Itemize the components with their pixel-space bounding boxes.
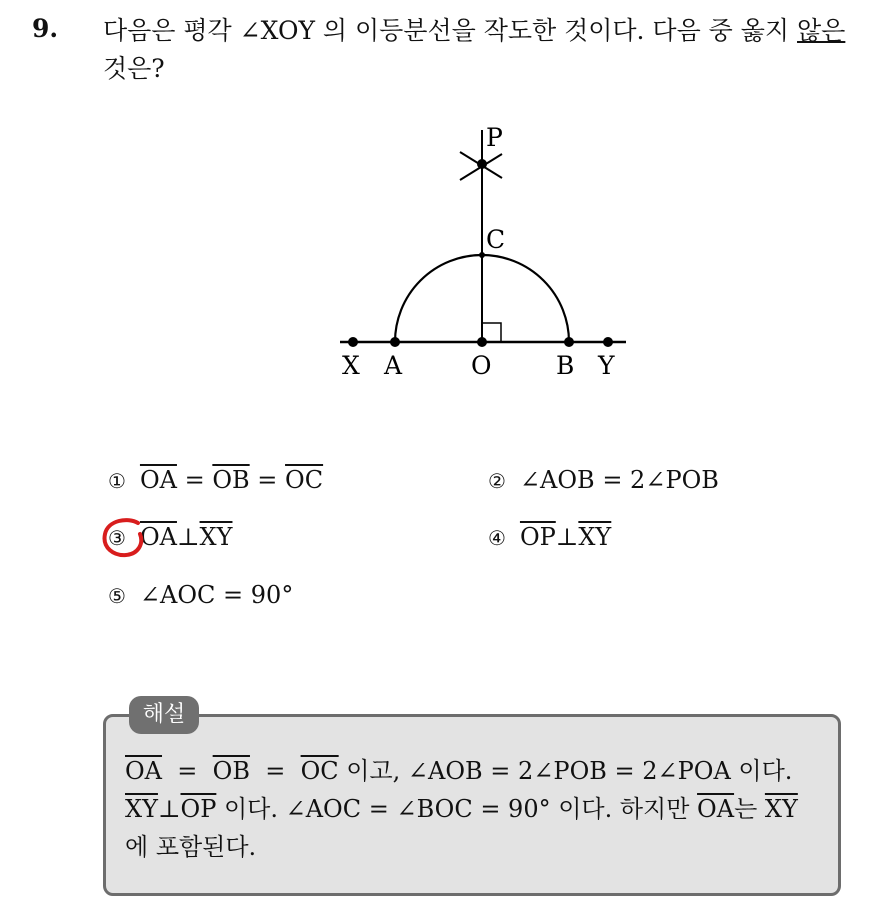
explanation-text — [125, 752, 825, 866]
option-1[interactable]: ① $\overline{OA} = \overline{OB} = \overline{OC}$ — [108, 466, 324, 494]
point-o — [477, 337, 487, 347]
explanation-tag: 해설 — [129, 696, 199, 734]
label-y: Y — [598, 351, 615, 380]
option-3-marker: ③ — [108, 526, 126, 550]
label-a: A — [384, 351, 403, 380]
point-c — [479, 252, 485, 258]
construction-figure — [320, 110, 640, 380]
label-x: X — [342, 351, 360, 380]
point-p — [477, 159, 487, 169]
explanation-line-2: $\overline{XY}\perp\overline{OP}$ 이다. ∠AOC = ∠BOC = 90° 이다. 하지만 $\overline{OA}$는 $\overline{XY}$ — [125, 795, 798, 823]
point-x — [348, 337, 358, 347]
explanation-line-3: 에 포함된다. — [125, 833, 257, 861]
option-4-marker: ④ — [488, 526, 506, 550]
point-y — [603, 337, 613, 347]
question-body: 다음은 평각 ∠XOY 의 이등분선을 작도한 것이다. 다음 중 옳지 — [103, 16, 790, 45]
label-o: O — [471, 351, 492, 380]
label-b: B — [556, 351, 575, 380]
explanation-line-1: $\overline{OA} = \overline{OB} = \overline{OC}$ 이고, ∠AOB = 2∠POB = 2∠POA 이다. — [125, 757, 793, 785]
option-2[interactable]: ② ∠AOB = 2∠POB — [488, 466, 719, 494]
label-c: C — [486, 225, 506, 254]
option-3[interactable]: ③ $\overline{OA}\perp\overline{XY}$ — [108, 523, 233, 551]
question-number: 9. — [32, 14, 59, 43]
question-emphasis: 않은 — [797, 16, 846, 45]
point-a — [390, 337, 400, 347]
option-4[interactable]: ④ $\overline{OP}\perp\overline{XY}$ — [488, 523, 612, 551]
label-p: P — [486, 123, 503, 152]
option-2-marker: ② — [488, 469, 506, 493]
answer-circle-mark — [100, 516, 148, 560]
point-b — [564, 337, 574, 347]
option-5[interactable]: ⑤ ∠AOC = 90° — [108, 581, 294, 609]
option-1-marker: ① — [108, 469, 126, 493]
question-text — [103, 12, 863, 88]
question-end: 것은? — [103, 54, 165, 83]
option-5-marker: ⑤ — [108, 584, 126, 608]
